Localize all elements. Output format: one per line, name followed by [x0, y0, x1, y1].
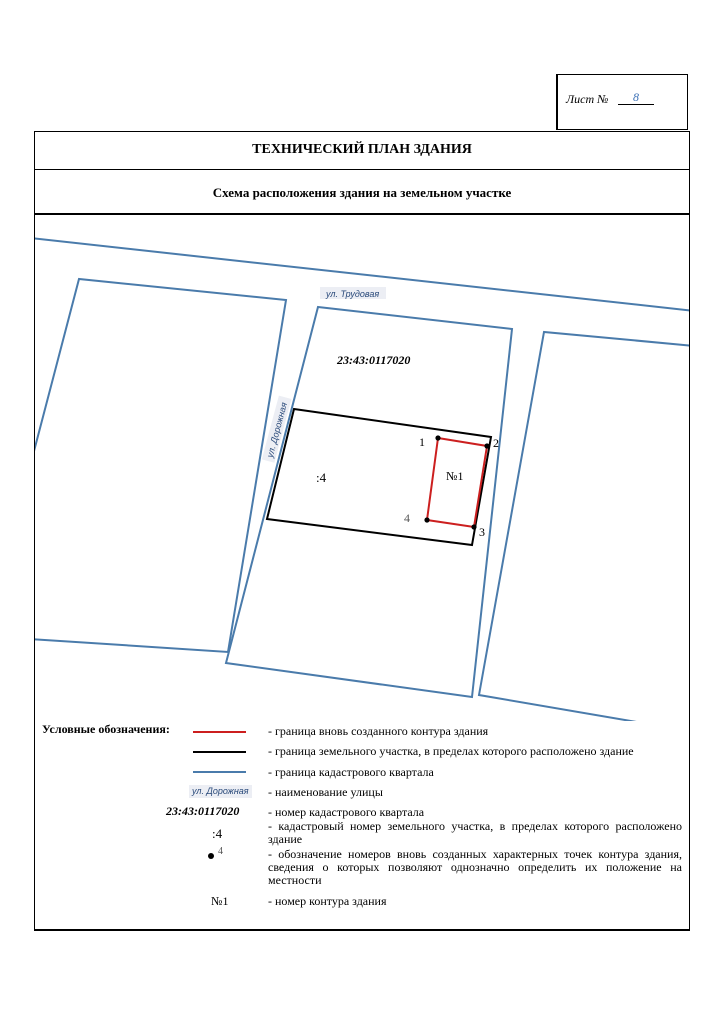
- quarter-number: 23:43:0117020: [337, 353, 411, 367]
- legend-text-parcel-number: - кадастровый номер земельного участка, в пределах которого расположено здание: [268, 819, 682, 846]
- sheet-number: 8: [618, 90, 654, 105]
- page-title: ТЕХНИЧЕСКИЙ ПЛАН ЗДАНИЯ: [252, 142, 472, 157]
- legend-text-quarter-number: - номер кадастрового квартала: [268, 805, 425, 819]
- quarter-boundary-left-block: [30, 279, 286, 652]
- quarter-boundaries: [30, 238, 695, 732]
- legend-quarter-symbol: 23:43:0117020: [166, 804, 240, 818]
- legend-text-contour-number: - номер контура здания: [268, 894, 387, 908]
- quarter-boundary-road: [30, 238, 695, 311]
- legend-parcel-line: [193, 751, 246, 753]
- quarter-boundary-right-block: [479, 332, 695, 732]
- street-label-top: ул. Трудовая: [326, 289, 380, 299]
- legend-quarter-line: [193, 771, 246, 773]
- sheet-label: Лист №: [566, 92, 609, 106]
- contour-point-4: [424, 517, 429, 522]
- legend-contour-line: [193, 731, 246, 733]
- legend-contour-number-symbol: №1: [211, 894, 229, 908]
- contour-point-3: [471, 524, 476, 529]
- legend-text-contour: - граница вновь созданного контура здания: [268, 724, 489, 738]
- contour-point-2: [484, 443, 489, 448]
- legend-title: Условные обозначения:: [42, 722, 170, 736]
- legend-street-symbol: ул. Дорожная: [189, 785, 252, 798]
- point-label-1: 1: [419, 435, 425, 449]
- contour-number: №1: [446, 469, 464, 483]
- legend-point-symbol: 4: [218, 846, 223, 857]
- street-label-left: ул. Дорожная: [264, 401, 290, 459]
- point-label-4: 4: [404, 511, 410, 525]
- legend-text-street: - наименование улицы: [268, 785, 383, 799]
- contour-point-1: [435, 435, 440, 440]
- legend-parcel-symbol: :4: [212, 826, 223, 841]
- legend-text-quarter: - граница кадастрового квартала: [268, 765, 434, 779]
- legend-point-dot: [208, 853, 214, 859]
- legend-text-points: - обозначение номеров вновь созданных характерных точек контура здания, сведения о которых позволяют однозначно определить их положение на местности: [268, 847, 682, 887]
- legend-text-parcel: - граница земельного участка, в пределах которого расположено здание: [268, 744, 634, 758]
- point-label-3: 3: [479, 525, 485, 539]
- parcel-number: :4: [316, 470, 327, 485]
- point-label-2: 2: [493, 436, 499, 450]
- page-subtitle: Схема расположения здания на земельном участке: [212, 185, 512, 200]
